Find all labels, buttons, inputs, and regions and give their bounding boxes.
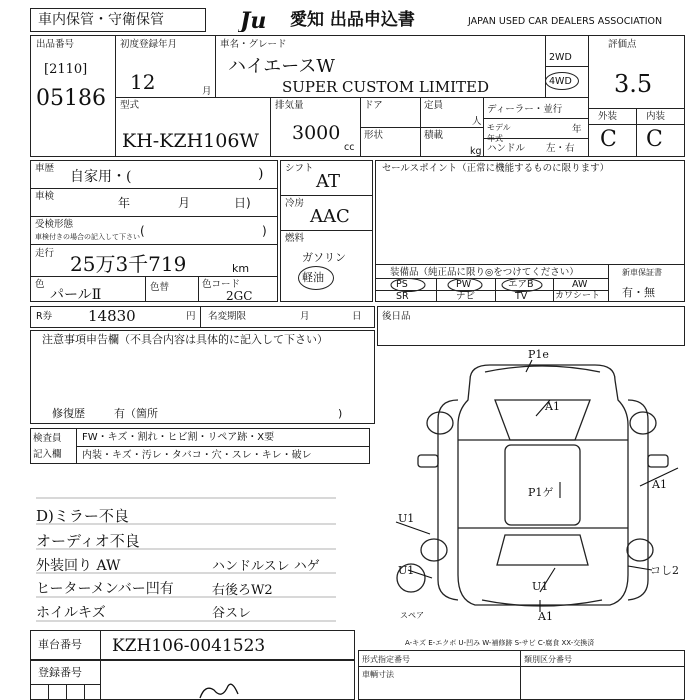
remark-2: オーディオ不良 <box>36 532 140 550</box>
storage-stamp-text: 車内保管・守衛保管 <box>38 12 164 28</box>
int-grade: C <box>646 127 663 152</box>
inspector-row-int: 内装・キズ・汚レ・タバコ・穴・スレ・キレ・破レ <box>82 450 312 461</box>
engine-label: 排気量 <box>275 100 304 111</box>
model-grade: SUPER CUSTOM LIMITED <box>282 78 489 96</box>
wheel-front-right <box>630 412 656 434</box>
color-value: パールⅡ <box>50 287 102 303</box>
fuel-label: 燃料 <box>285 233 305 244</box>
ext-label: 外装 <box>598 111 618 122</box>
color-change-label: 色替 <box>150 282 170 293</box>
ju-logo <box>238 8 288 32</box>
mark-front: P1e <box>528 348 549 361</box>
history-value: 自家用・( <box>70 169 132 185</box>
capacity-label: 定員 <box>424 100 444 111</box>
recycle-value: 14830 <box>88 307 136 325</box>
type-designation-label: 形式指定番号 <box>362 655 410 664</box>
chassis-value: KZH106-0041523 <box>112 636 266 656</box>
recycle-row <box>30 306 375 328</box>
shaken-year: 年 <box>118 196 131 210</box>
shaken-label: 車検 <box>35 191 55 202</box>
ju-logo-mark: Ju <box>240 8 267 32</box>
ext-grade: C <box>600 127 617 152</box>
model-year-label: モデル年式 <box>487 123 511 143</box>
recycle-label: R券 <box>36 311 53 322</box>
name-change-month: 月 <box>300 311 310 322</box>
engine-value: 3000 <box>292 122 341 144</box>
equip-airbag: エアB <box>508 279 534 290</box>
svg-text:P1e A1 P1ゲ A1 <box>398 348 683 623</box>
car-body-outline <box>458 365 628 605</box>
inspector-label: 検査員 <box>33 433 62 444</box>
association-name: JAPAN USED CAR DEALERS ASSOCIATION <box>468 16 663 27</box>
fuel-value: ガソリン 軽油 <box>302 251 346 284</box>
remark-right-1: ハンドルスレ ハゲ <box>212 559 320 574</box>
receive-close: ) <box>262 224 267 238</box>
mark-a1: A1 <box>545 400 560 413</box>
remark-3: 外装回り AW <box>36 558 121 574</box>
mark-lower-left: U1 <box>398 564 415 577</box>
mark-bottom: A1 <box>538 610 553 623</box>
wheel-rear-right <box>627 539 653 561</box>
mileage-unit: km <box>232 262 250 275</box>
shaken-month: 月 <box>178 196 191 210</box>
equip-ps: PS <box>396 279 408 290</box>
repair-label: 修復歴 <box>52 407 85 420</box>
receive-label: 受検形態 <box>35 219 74 230</box>
recycle-unit: 円 <box>186 311 196 322</box>
history-label: 車歴 <box>35 163 55 174</box>
drive-2wd: 2WD <box>549 52 572 63</box>
load-label: 積載 <box>424 130 444 141</box>
spare-label: スペア <box>400 611 424 620</box>
capacity-unit: 人 <box>472 116 482 127</box>
equip-pw: PW <box>456 279 472 290</box>
mileage-label: 走行 <box>35 248 55 259</box>
shaken-day: 日) <box>234 196 251 210</box>
wheel-front-left <box>427 412 453 434</box>
name-change-day: 日 <box>352 311 362 322</box>
handle-lr: 左・右 <box>546 143 575 154</box>
remark-5: ホイルキズ <box>36 605 106 621</box>
dealer-label: ディーラー・並行 <box>487 104 563 115</box>
mark-right: A1 <box>652 478 667 491</box>
first-reg-label: 初度登録年月 <box>120 39 178 50</box>
int-label: 内装 <box>646 111 666 122</box>
chassis-label: 車台番号 <box>38 638 82 651</box>
shift-value: AT <box>316 171 341 192</box>
model-name: ハイエースW <box>228 56 335 77</box>
repair-value: 有（箇所 <box>114 407 158 420</box>
name-change-label: 名変期限 <box>208 311 247 322</box>
remark-right-3: 谷スレ <box>212 606 252 621</box>
equip-aw: AW <box>572 279 588 290</box>
color-code: 2GC <box>226 289 253 303</box>
first-reg-unit: 月 <box>202 86 212 97</box>
shift-label: シフト <box>285 163 314 174</box>
sales-point-label: セールスポイント（正常に機能するものに限ります） <box>382 163 610 174</box>
lot-number: 05186 <box>36 86 106 111</box>
windshield <box>495 400 590 440</box>
remark-right-2: 右後ろW2 <box>212 583 273 598</box>
lot-label: 出品番号 <box>36 39 75 50</box>
type-label: 型式 <box>120 100 140 111</box>
drive-4wd-circle <box>545 72 579 90</box>
equipment-title: 装備品（純正品に限り◎をつけてください） <box>390 267 579 278</box>
history-close: ) <box>258 166 264 182</box>
model-label: 車名・グレード <box>220 39 287 50</box>
damage-legend: A-キズ E-エクボ U-凹み W-補修跡 S-サビ C-腐食 XX-交換済 <box>405 639 595 647</box>
inspector-row-ext: FW・キズ・割れ・ヒビ割・リペア跡・X要 <box>82 432 275 443</box>
warranty-label: 新車保証書 <box>622 268 662 277</box>
type-value: KH-KZH106W <box>122 130 259 152</box>
receive-open: ( <box>140 224 145 238</box>
rear-window <box>497 535 588 565</box>
registry-label: 登録番号 <box>38 666 82 679</box>
first-reg-value: 12 <box>130 70 156 94</box>
aircon-label: 冷房 <box>285 198 305 209</box>
wheel-rear-left <box>421 539 447 561</box>
inspector-entry-label: 記入欄 <box>33 449 62 460</box>
model-year-unit: 年 <box>572 124 582 135</box>
remark-1: D)ミラー不良 <box>36 507 129 525</box>
score-label: 評価点 <box>608 39 637 50</box>
repair-close: ) <box>338 407 343 420</box>
vehicle-history-block <box>30 160 278 302</box>
form-title: 愛知 出品申込書 <box>290 10 415 30</box>
shape-label: 形状 <box>364 130 384 141</box>
door-label: ドア <box>364 100 383 111</box>
mileage-value: 25万3千719 <box>70 252 187 276</box>
warranty-value: 有・無 <box>622 286 655 299</box>
drive-4wd: 4WD <box>549 76 572 87</box>
equip-tv: TV <box>515 291 528 302</box>
handle-label: ハンドル <box>487 143 526 154</box>
notes-label: 注意事項申告欄（不具合内容は具体的に記入して下さい） <box>42 333 328 346</box>
rear-items-label: 後日品 <box>382 311 411 322</box>
mark-roof: P1ゲ <box>528 486 554 499</box>
mark-u1: U1 <box>532 580 549 593</box>
rear-items-block <box>377 306 685 346</box>
color-code-label: 色コード <box>202 279 241 290</box>
mark-left: U1 <box>398 512 415 525</box>
equip-navi: ナビ <box>456 291 476 302</box>
vehicle-size-label: 車輌寸法 <box>362 670 394 679</box>
color-label: 色 <box>35 279 45 290</box>
receive-note: 車検付きの場合の記入して下さい <box>35 233 140 241</box>
score-value: 3.5 <box>614 70 653 98</box>
roof <box>505 445 580 525</box>
spare-tire <box>397 564 425 592</box>
equip-sr: SR <box>396 291 409 302</box>
class-number-label: 類別区分番号 <box>524 655 572 664</box>
fuel-circle <box>298 266 334 290</box>
aircon-value: AAC <box>310 206 350 227</box>
load-unit: kg <box>470 146 482 157</box>
lot-code: [2110] <box>44 62 88 77</box>
equip-seat: カワシート <box>555 291 601 301</box>
engine-unit: cc <box>344 142 355 153</box>
mark-lower-right: コし2 <box>650 564 679 577</box>
remark-4: ヒーターメンバー凹有 <box>36 581 174 597</box>
